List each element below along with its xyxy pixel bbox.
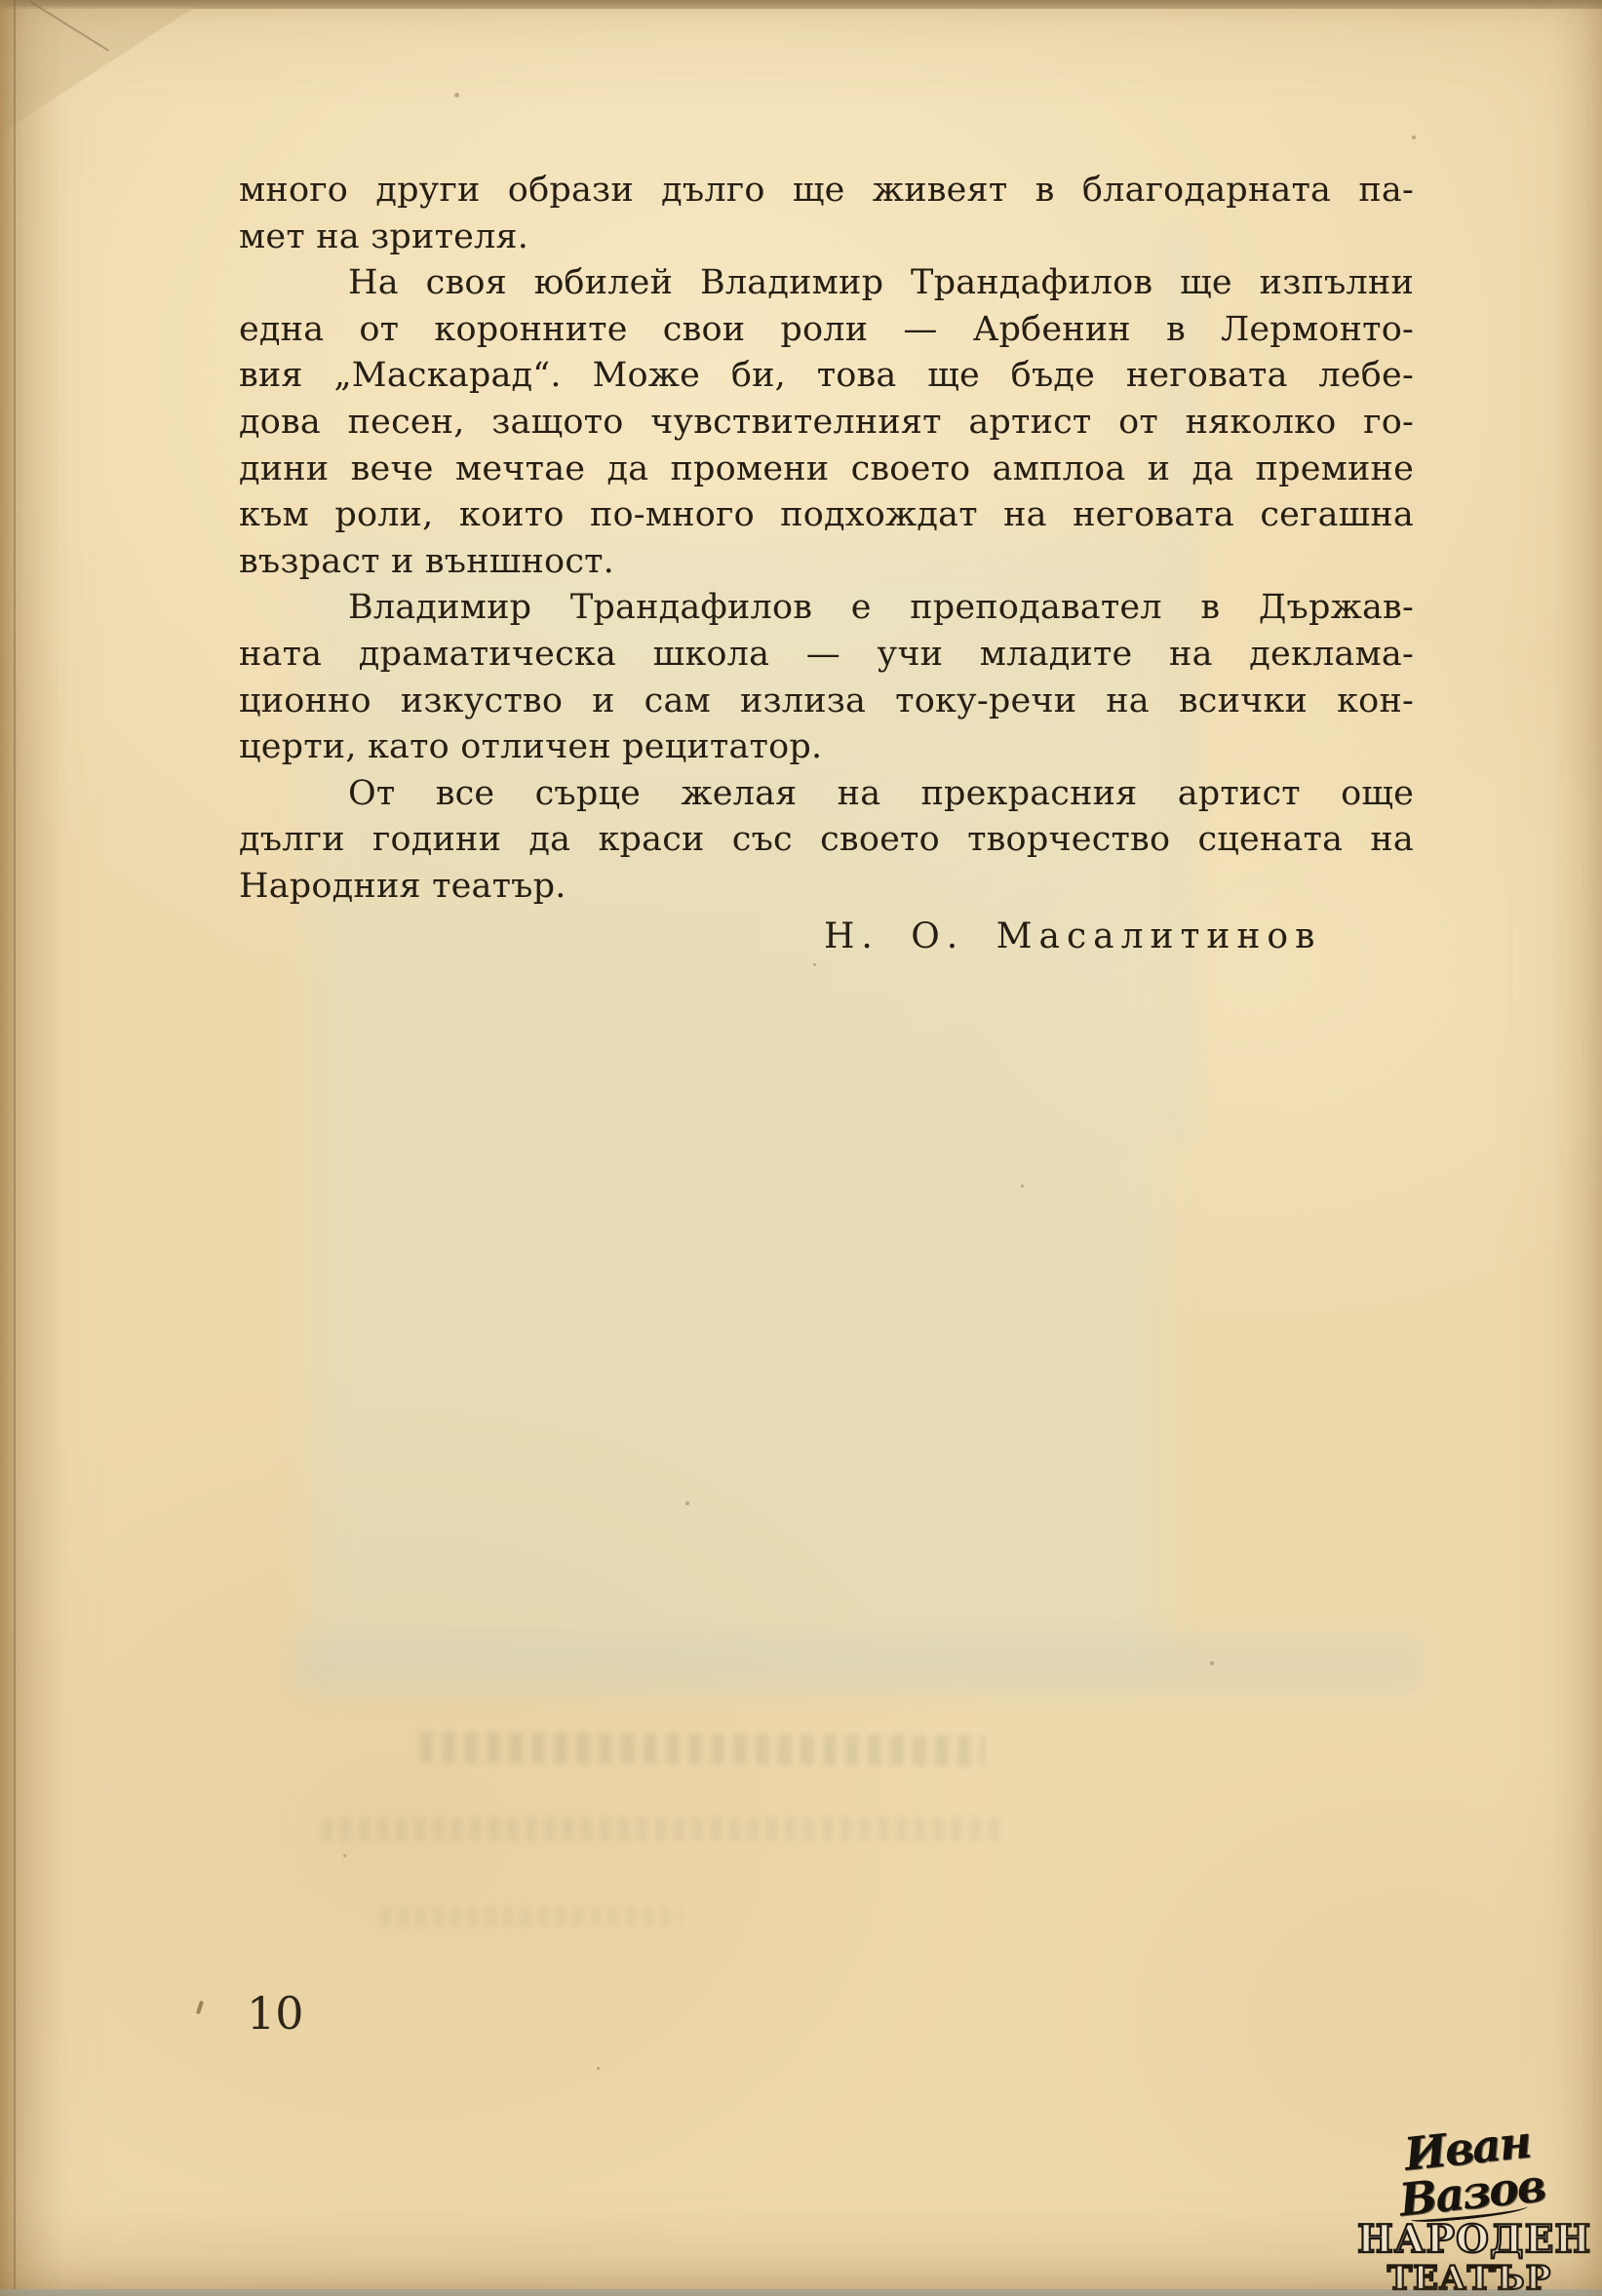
binding-crease (14, 0, 16, 2296)
ink-tick (196, 2001, 204, 2015)
text-line: От все сърце желая на прекрасния артист още (348, 773, 1414, 813)
paper-speckle (813, 963, 816, 966)
text-line: На своя юбилей Владимир Трандафилов ще изпълни (348, 263, 1414, 303)
text-line: вия „Маскарад“. Може би, това ще бъде неговата лебе- (239, 356, 1414, 396)
text-line: ната драматическа школа — учи младите на деклама- (239, 634, 1414, 674)
page-top-edge (0, 0, 1602, 9)
text-line: една от коронните свои роли — Арбенин в Лермонто- (239, 309, 1414, 349)
page-left-edge (0, 0, 15, 2296)
ivan-vazov-script-signature: Иван Вазов (1396, 2115, 1547, 2227)
text-line: дини вече мечтае да промени своето амплоа и да премине (239, 448, 1414, 488)
showthrough-caption (419, 1732, 985, 1767)
body-text (239, 168, 1414, 911)
page-number: 10 (247, 1987, 304, 2040)
text-line: Народния театър. (239, 866, 567, 906)
author-signature: Н. О. Масалитинов (824, 916, 1322, 956)
paper-speckle (685, 1501, 689, 1505)
showthrough-band (293, 1636, 1424, 1693)
text-line: дълги години да краси със своето творчество сцената на (239, 820, 1414, 860)
text-line: мет на зрителя. (239, 216, 529, 256)
text-line: възраст и външност. (239, 541, 615, 581)
text-line: церти, като отличен рецитатор. (239, 727, 823, 767)
text-line: дова песен, защото чувствителният артист от няколко го- (239, 402, 1414, 442)
stamp-naroden-label: НАРОДЕН (1357, 2217, 1592, 2262)
text-line: ционно изкуство и сам излиза току-речи на всички кон- (239, 681, 1414, 720)
stamp-teatar-label: ТЕАТЪР (1387, 2259, 1552, 2296)
paper-speckle (343, 1854, 346, 1857)
paper-speckle (1021, 1185, 1024, 1187)
showthrough-caption (380, 1907, 683, 1926)
paper-speckle (1412, 136, 1416, 139)
paper-speckle (1210, 1661, 1214, 1665)
text-line: Владимир Трандафилов е преподавател в Държав- (348, 588, 1414, 628)
text-line: много други образи дълго ще живеят в благодарната па- (239, 171, 1414, 210)
text-line: към роли, които по-много подхождат на неговата сегашна (239, 495, 1414, 535)
corner-fold (0, 7, 195, 134)
paper-speckle (454, 93, 459, 97)
paper-speckle (597, 2067, 600, 2070)
showthrough-caption (322, 1817, 1004, 1841)
theatre-stamp (1357, 2115, 1592, 2296)
